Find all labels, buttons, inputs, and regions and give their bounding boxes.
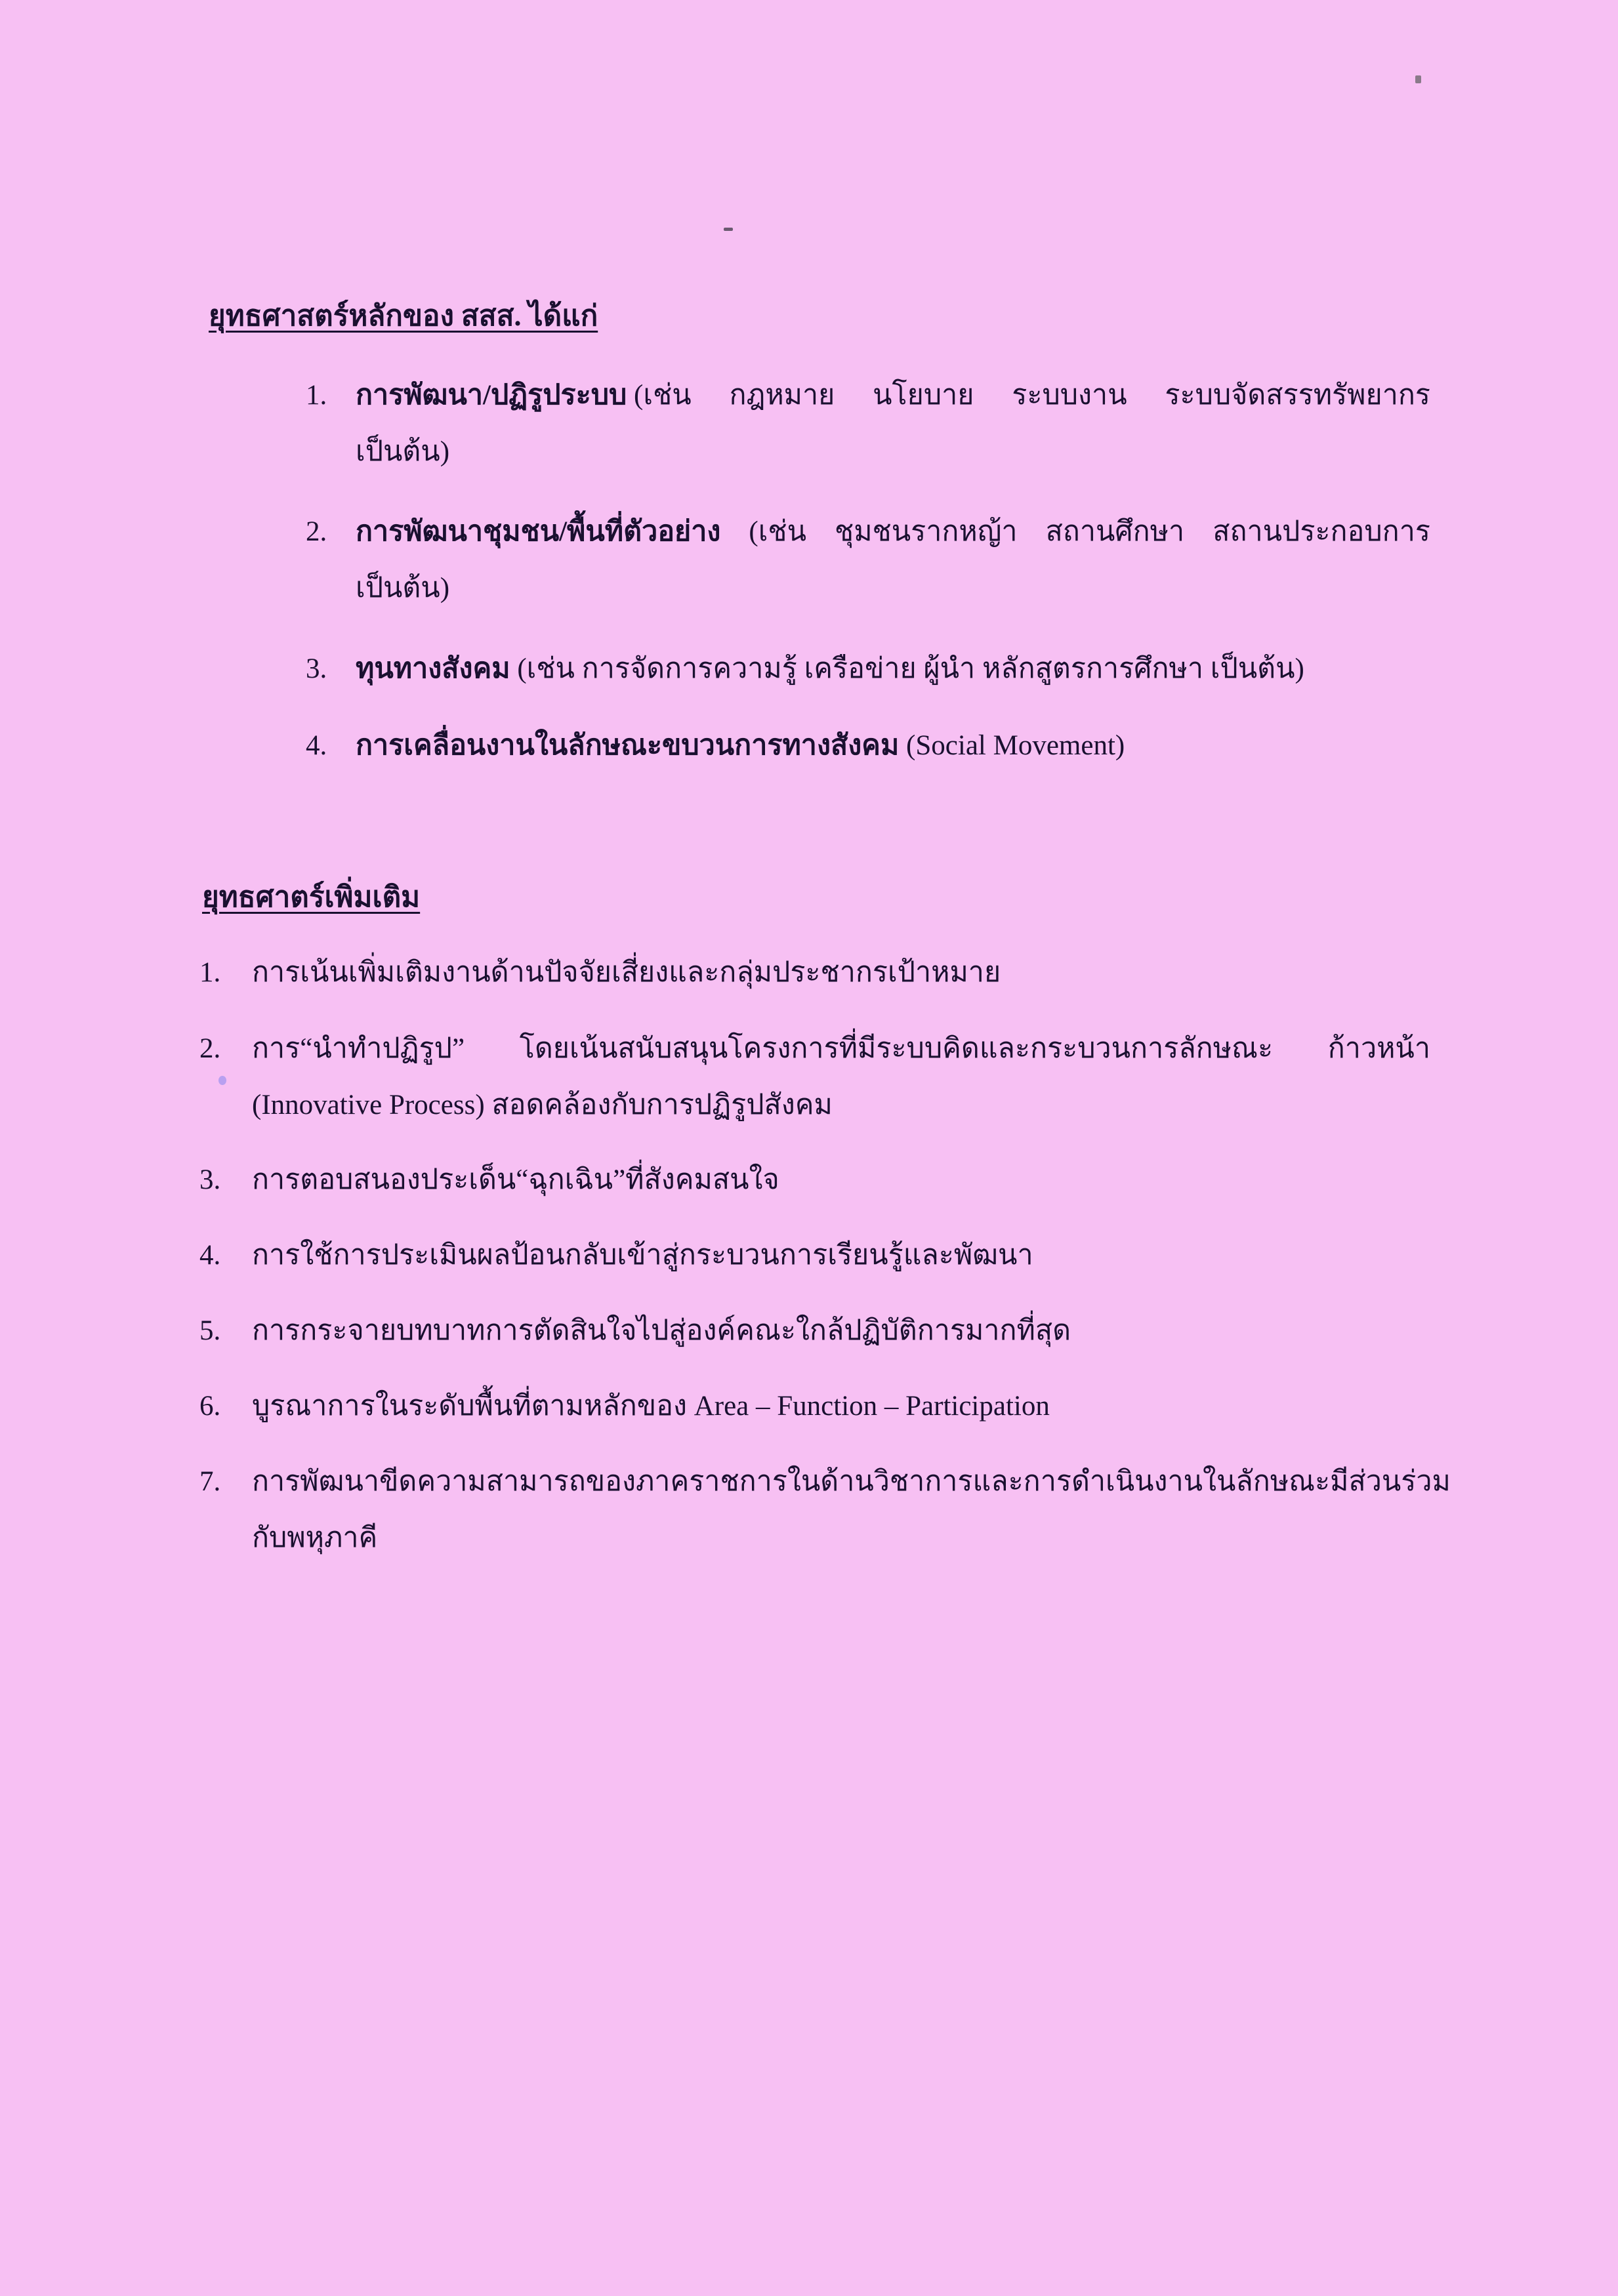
- item-text: ระบบงาน: [1012, 380, 1127, 411]
- item-body: [252, 1021, 1430, 1134]
- item-bold-title: การเคลื่อนงานในลักษณะขบวนการทางสังคม: [356, 730, 900, 761]
- item-line: การใช้การประเมินผลป้อนกลับเข้าสู่กระบวนการเรียนรู้และพัฒนา: [252, 1240, 1033, 1271]
- item-line: กับพหุภาคี: [252, 1523, 378, 1553]
- main-strategies-heading: ยุทธศาสตร์หลักของ สสส. ได้แก่: [209, 300, 598, 332]
- item-line: การกระจายบทบาทการตัดสินใจไปสู่องค์คณะใกล้ปฏิบัติการมากที่สุด: [252, 1315, 1071, 1346]
- item-body: [252, 945, 1430, 1001]
- item-text: สถานศึกษา: [1045, 516, 1185, 547]
- additional-strategy-item: [199, 1021, 1430, 1134]
- item-line: [356, 367, 1430, 424]
- item-line: [356, 718, 1430, 774]
- main-strategy-item: [306, 718, 1430, 774]
- item-body: [356, 718, 1430, 774]
- additional-strategies-heading: ยุทธศาตร์เพิ่มเติม: [202, 881, 421, 913]
- item-text: (Social Movement): [906, 730, 1125, 761]
- item-body: [252, 1454, 1451, 1567]
- item-number: 4.: [306, 730, 327, 761]
- additional-strategy-item: [199, 1227, 1430, 1284]
- item-text: นโยบาย: [873, 380, 974, 411]
- item-number: 1.: [199, 957, 221, 988]
- item-text: การ“นำทำปฏิรูป”: [252, 1033, 465, 1064]
- additional-strategy-item: [199, 945, 1430, 1001]
- additional-strategy-item: [199, 1152, 1430, 1208]
- item-text: (เช่น การจัดการความรู้ เครือข่าย ผู้นำ หลักสูตรการศึกษา เป็นต้น): [517, 653, 1304, 684]
- item-line: เป็นต้น): [356, 436, 450, 467]
- item-number: 4.: [199, 1240, 221, 1271]
- item-body: [252, 1227, 1430, 1284]
- item-text: ก้าวหน้า: [1327, 1033, 1430, 1064]
- item-number: 3.: [306, 653, 327, 684]
- item-body: [252, 1378, 1430, 1435]
- item-line: [356, 504, 1430, 560]
- item-bold-title: การพัฒนาชุมชน/พื้นที่ตัวอย่าง: [356, 516, 721, 547]
- item-bold-title: การพัฒนา/ปฏิรูประบบ (เช่น: [356, 380, 692, 411]
- main-strategy-item: [306, 641, 1430, 697]
- item-body: [252, 1303, 1430, 1359]
- item-text: (เช่น: [749, 516, 807, 547]
- item-number: 2.: [199, 1033, 221, 1064]
- item-number: 2.: [306, 516, 327, 547]
- item-line: (Innovative Process) สอดคล้องกับการปฏิรูปสังคม: [252, 1090, 833, 1120]
- additional-strategy-item: [199, 1454, 1451, 1567]
- item-text: กฎหมาย: [729, 380, 835, 411]
- main-strategy-item: [306, 504, 1430, 617]
- item-text: สถานประกอบการ: [1213, 516, 1430, 547]
- item-number: 6.: [199, 1391, 221, 1422]
- item-number: 5.: [199, 1315, 221, 1346]
- additional-strategy-item: [199, 1303, 1430, 1359]
- scan-speck: [1415, 75, 1421, 83]
- item-number: 3.: [199, 1164, 221, 1195]
- item-line: เป็นต้น): [356, 573, 450, 604]
- item-line: [252, 1021, 1430, 1077]
- item-line: [356, 641, 1430, 697]
- item-line: การตอบสนองประเด็น“ฉุกเฉิน”ที่สังคมสนใจ: [252, 1164, 779, 1195]
- item-number: 7.: [199, 1466, 221, 1497]
- item-body: [356, 504, 1430, 617]
- item-body: [356, 641, 1430, 697]
- item-line: บูรณาการในระดับพื้นที่ตามหลักของ Area – Function – Participation: [252, 1391, 1050, 1422]
- item-line: การพัฒนาขีดความสามารถของภาคราชการในด้านวิชาการและการดำเนินงานในลักษณะมีส่วนร่วม: [252, 1466, 1451, 1497]
- item-body: [356, 367, 1430, 480]
- item-text: ระบบจัดสรรทรัพยากร: [1165, 380, 1430, 411]
- item-body: [252, 1152, 1430, 1208]
- additional-strategy-item: [199, 1378, 1430, 1435]
- item-bold-title: ทุนทางสังคม: [356, 653, 510, 684]
- item-text: ชุมชนรากหญ้า: [835, 516, 1018, 547]
- scan-speck: [724, 228, 733, 231]
- item-number: 1.: [306, 380, 327, 411]
- item-text: โดยเน้นสนับสนุนโครงการที่มีระบบคิดและกระบวนการลักษณะ: [519, 1033, 1274, 1064]
- item-line: การเน้นเพิ่มเติมงานด้านปัจจัยเสี่ยงและกลุ่มประชากรเป้าหมาย: [252, 957, 1001, 988]
- main-strategy-item: [306, 367, 1430, 480]
